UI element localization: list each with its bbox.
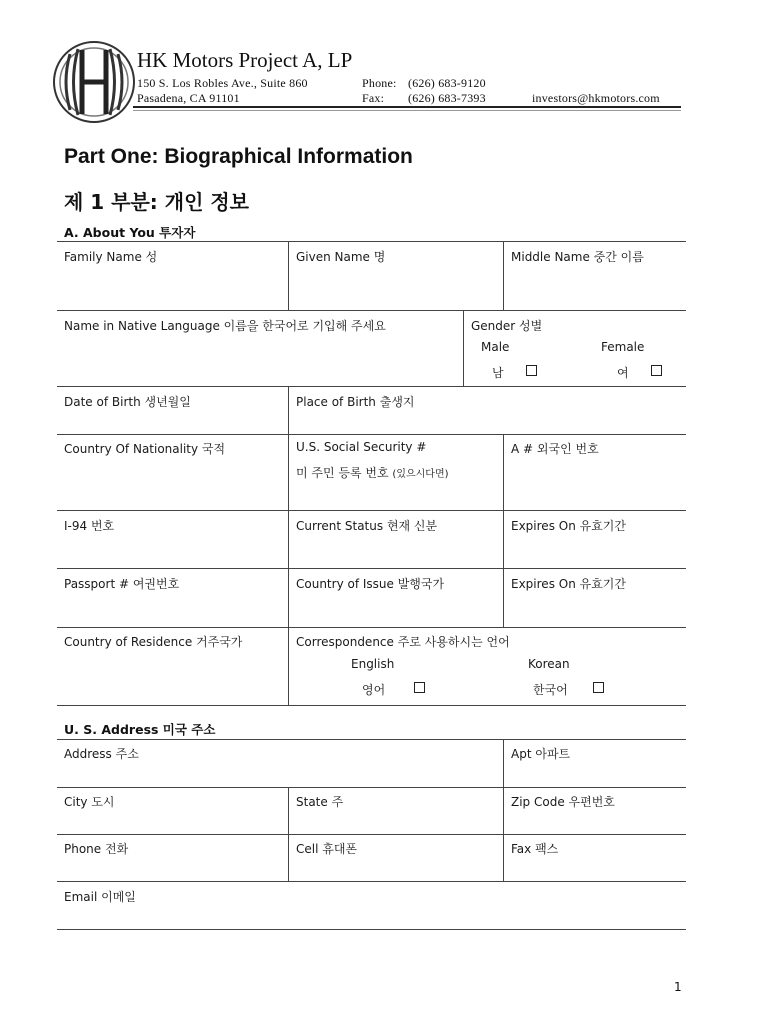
english-checkbox[interactable] [414,682,425,693]
korean-checkbox[interactable] [593,682,604,693]
section-a-heading: A. About You 투자자 [64,225,196,240]
phone-field[interactable]: Phone 전화 [64,842,129,856]
given-name-field[interactable]: Given Name 명 [296,250,386,264]
address-line-1: 150 S. Los Robles Ave., Suite 860 [137,76,308,90]
ssn-korean-note: (있으시다면) [392,469,449,480]
row-divider [57,310,686,311]
family-name-field[interactable]: Family Name 성 [64,250,158,264]
female-checkbox[interactable] [651,365,662,376]
page-title-korean: 제 1 부분: 개인 정보 [64,190,250,214]
state-field[interactable]: State 주 [296,795,344,809]
address-field[interactable]: Address 주소 [64,747,139,761]
header-divider [133,106,681,108]
country-of-residence-field[interactable]: Country of Residence 거주국가 [64,635,243,649]
row-divider [57,881,686,882]
female-label: Female [601,340,645,354]
header-divider-thin [133,110,681,111]
english-korean-label: 영어 [362,683,386,697]
row-divider [57,929,686,930]
fax-number: (626) 683-7393 [408,91,486,105]
middle-name-field[interactable]: Middle Name 중간 이름 [511,250,644,264]
page-number: 1 [674,980,682,994]
ssn-korean-text: 미 주민 등록 번호 [296,466,389,480]
zip-field[interactable]: Zip Code 우편번호 [511,795,615,809]
city-field[interactable]: City 도시 [64,795,115,809]
row-divider [57,834,686,835]
row-divider [57,739,686,740]
female-korean-label: 여 [617,366,629,380]
male-label: Male [481,340,510,354]
row-divider [57,705,686,706]
row-divider [57,434,686,435]
current-status-field[interactable]: Current Status 현재 신분 [296,519,438,533]
place-of-birth-field[interactable]: Place of Birth 출생지 [296,395,415,409]
col-divider [503,434,504,627]
country-of-issue-field[interactable]: Country of Issue 발행국가 [296,577,445,591]
status-expires-field[interactable]: Expires On 유효기간 [511,519,626,533]
row-divider [57,241,686,242]
ssn-field[interactable]: U.S. Social Security # [296,440,427,454]
company-name: HK Motors Project A, LP [137,48,353,72]
fax-field[interactable]: Fax 팩스 [511,842,559,856]
contact-email: investors@hkmotors.com [532,91,660,105]
fax-label: Fax: [362,91,385,105]
native-name-field[interactable]: Name in Native Language 이름을 한국어로 기입해 주세요 [64,319,386,333]
row-divider [57,386,686,387]
col-divider [503,241,504,310]
ssn-korean-label [296,464,449,481]
address-line-2: Pasadena, CA 91101 [137,91,240,105]
phone-label: Phone: [362,76,397,90]
row-divider [57,787,686,788]
gender-label: Gender 성별 [471,319,543,333]
row-divider [57,510,686,511]
correspondence-label: Correspondence 주로 사용하시는 언어 [296,635,510,649]
date-of-birth-field[interactable]: Date of Birth 생년월일 [64,395,191,409]
passport-expires-field[interactable]: Expires On 유효기간 [511,577,626,591]
row-divider [57,627,686,628]
cell-field[interactable]: Cell 휴대폰 [296,842,358,856]
page-title: Part One: Biographical Information [64,145,413,168]
i94-field[interactable]: I-94 번호 [64,519,115,533]
col-divider [288,386,289,705]
korean-label: Korean [528,657,570,671]
col-divider [463,310,464,386]
english-label: English [351,657,395,671]
a-number-field[interactable]: A # 외국인 번호 [511,442,599,456]
korean-korean-label: 한국어 [533,683,568,697]
passport-field[interactable]: Passport # 여권번호 [64,577,180,591]
nationality-field[interactable]: Country Of Nationality 국적 [64,442,226,456]
email-field[interactable]: Email 이메일 [64,890,136,904]
apt-field[interactable]: Apt 아파트 [511,747,571,761]
col-divider [288,241,289,310]
male-checkbox[interactable] [526,365,537,376]
hk-logo-icon [52,40,136,124]
phone-number: (626) 683-9120 [408,76,486,90]
male-korean-label: 남 [492,366,504,380]
row-divider [57,568,686,569]
col-divider [503,739,504,881]
col-divider [288,787,289,881]
us-address-heading: U. S. Address 미국 주소 [64,722,216,737]
